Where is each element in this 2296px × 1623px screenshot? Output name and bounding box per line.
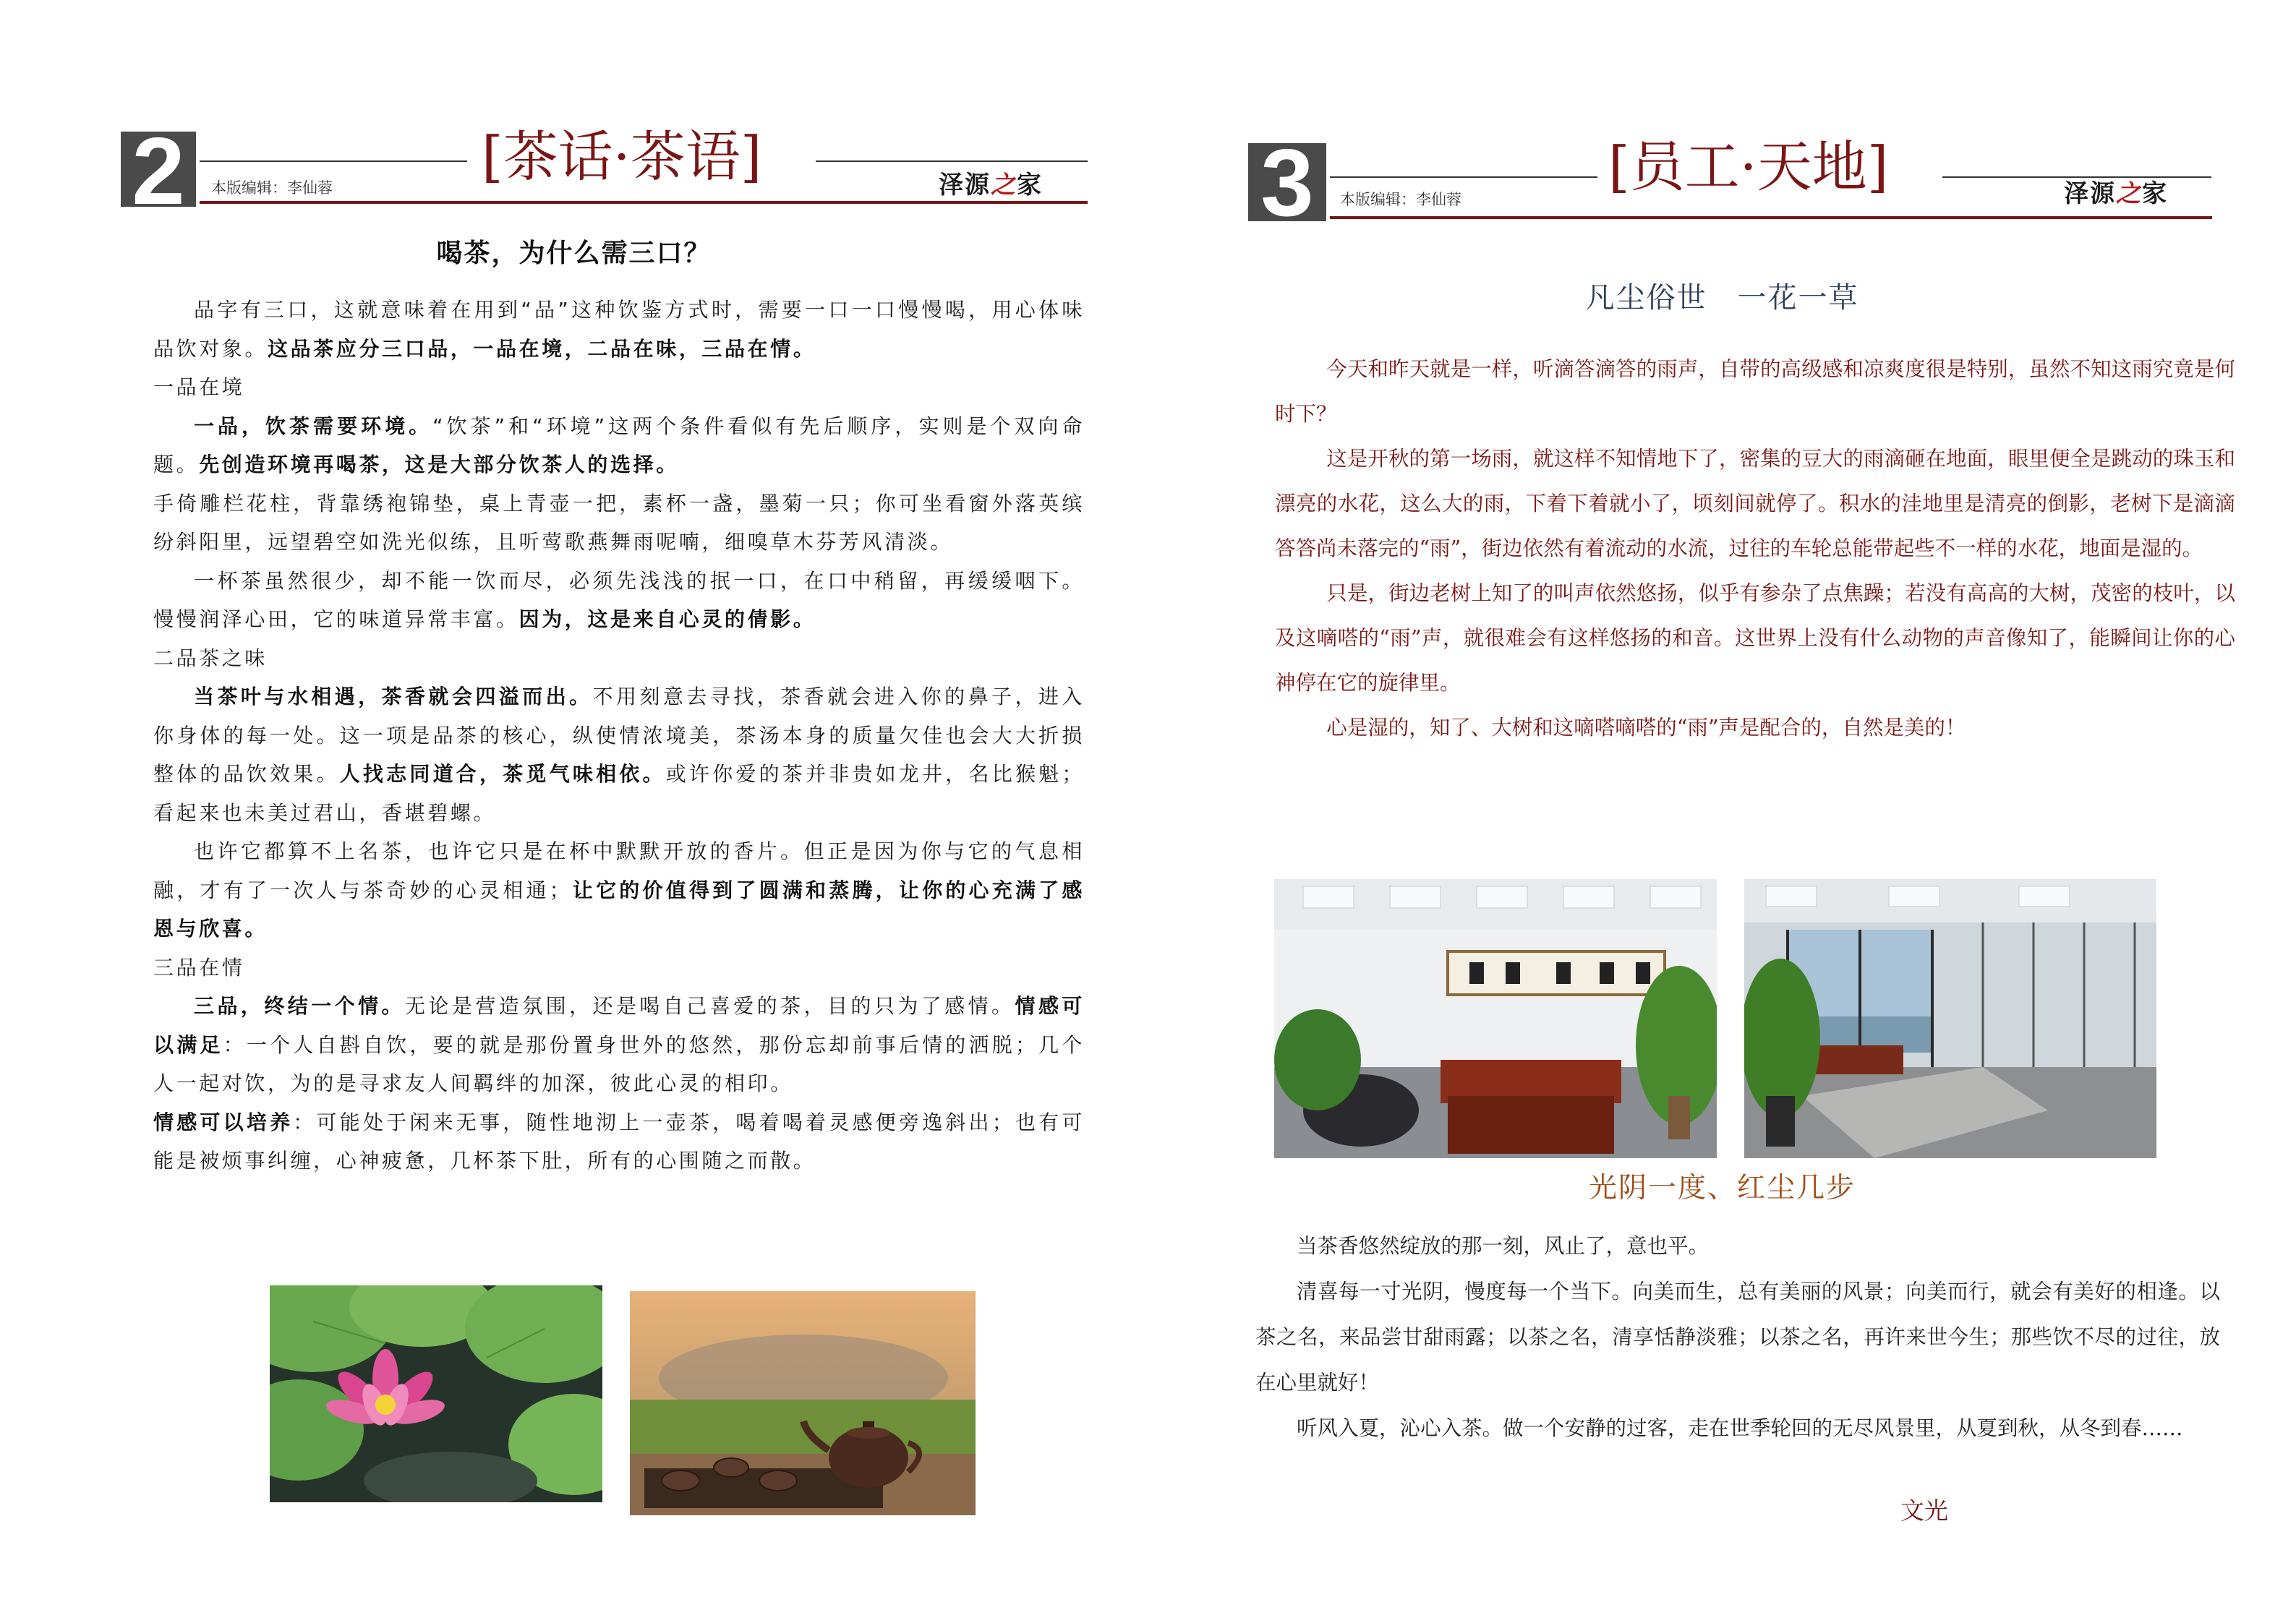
paragraph: 今天和昨天就是一样，听滴答滴答的雨声，自带的高级感和凉爽度很是特别，虽然不知这雨究竟是何时下？	[1275, 357, 2235, 426]
text: 不用刻意去寻找，茶香就会进入你的鼻子，进入你身体的每一处。这一项是品茶的核心，纵使情浓境美，茶汤本身的质量欠佳也会大大折损整体的品饮效果。	[153, 685, 1085, 786]
text-bold: 这品茶应分三口品，一品在境，二品在味，三品在情。	[268, 336, 816, 361]
header-rule-lower	[1330, 216, 2212, 219]
paragraph	[153, 832, 1085, 948]
header-rule-upper-left	[200, 160, 467, 162]
lotus-photo	[270, 1285, 602, 1502]
office-window-photo	[1744, 879, 2156, 1158]
section-title: [茶话·茶语]	[482, 124, 762, 189]
article1-body	[1275, 347, 2235, 750]
article1-title: 凡尘俗世 一花一草	[1585, 281, 1859, 314]
brand-text-post: 家	[2142, 179, 2168, 208]
text: 无论是营造氛围，还是喝自己喜爱的茶，目的只为了感情。	[404, 994, 1015, 1018]
text-bold: 让它的价值得到了圆满和蒸腾，让你的心充满了感恩与欣喜。	[153, 878, 1085, 941]
office-tea-room-photo	[1274, 879, 1717, 1158]
brand-text-pre: 泽源	[2064, 179, 2116, 208]
subheading: 一品在境	[153, 375, 245, 399]
paragraph: 清喜每一寸光阴，慢度每一个当下。向美而生，总有美丽的风景；向美而行，就会有美好的相逢。以茶之名，来品尝甘甜雨露；以茶之名，清享恬静淡雅；以茶之名，再许来世今生；那些饮不尽的过往，放在心里就好！	[1255, 1280, 2220, 1395]
paragraph	[153, 677, 1085, 832]
text-bold: 情感可以培养	[153, 1110, 294, 1134]
paragraph	[153, 987, 1085, 1103]
page-number: 3	[1260, 129, 1314, 236]
editor-credit: 本版编辑：李仙蓉	[1340, 191, 1461, 208]
header-rule-upper-left	[1330, 176, 1597, 178]
brand-text-zhi: 之	[2116, 179, 2142, 208]
teapot-photo	[630, 1291, 976, 1515]
subheading: 三品在情	[153, 955, 245, 980]
article2-title: 光阴一度、红尘几步	[1588, 1172, 1856, 1204]
paragraph	[153, 1103, 1085, 1181]
text: “饮茶”和“环境”这两个条件看似有先后顺序，实则是个双向命题。	[153, 414, 1085, 476]
text: ：一个人自斟自饮，要的就是那份置身世外的悠然，那份忘却前事后情的洒脱；几个人一起对饮，为的是寻求友人间羁绊的加深，彼此心灵的相印。	[153, 1032, 1085, 1095]
page-number-box	[1248, 129, 1326, 236]
text: 品字有三口，这就意味着在用到“品”这种饮鉴方式时，需要一口一口慢慢喝，用心体味品饮对象。	[153, 298, 1085, 361]
text: ：可能处于闲来无事，随性地沏上一壶茶，喝着喝着灵感便旁逸斜出；也有可能是被烦事纠缠，心神疲惫，几杯茶下肚，所有的心围随之而散。	[153, 1110, 1085, 1173]
page-right	[1148, 0, 2296, 1623]
paragraph	[153, 562, 1085, 639]
header-rule-lower	[200, 201, 1088, 204]
brand-text-pre: 泽源	[939, 171, 991, 200]
editor-credit: 本版编辑：李仙蓉	[211, 179, 333, 197]
author-signature: 文光	[1900, 1496, 1948, 1525]
text-bold: 因为，这是来自心灵的倩影。	[518, 607, 816, 631]
header-rule-upper-right	[816, 160, 1088, 162]
paragraph	[153, 291, 1085, 368]
text-bold: 当茶叶与水相遇，茶香就会四溢而出。	[194, 685, 593, 708]
brand-logo	[939, 165, 1043, 200]
text: 或许你爱的茶并非贵如龙井，名比猴魁；看起来也未美过君山，香堪碧螺。	[153, 762, 1085, 825]
article2-body	[1255, 1223, 2220, 1451]
text: 一杯茶虽然很少，却不能一饮而尽，必须先浅浅的抿一口，在口中稍留，再缓缓咽下。慢慢润泽心田，它的味道异常丰富。	[153, 568, 1085, 631]
brand-logo	[2064, 174, 2168, 209]
brand-text-post: 家	[1017, 171, 1043, 200]
page-number: 2	[132, 118, 185, 224]
text-bold: 情感可以满足	[153, 994, 1085, 1057]
brand-text-zhi: 之	[991, 171, 1017, 200]
page-number-box	[121, 118, 196, 224]
subheading: 二品茶之味	[153, 646, 268, 670]
paragraph: 这是开秋的第一场雨，就这样不知情地下了，密集的豆大的雨滴砸在地面，眼里便全是跳动的珠玉和漂亮的水花，这么大的雨，下着下着就小了，顷刻间就停了。积水的洼地里是清亮的倒影，老树下是滴滴答答尚未落完的“雨”，街边依然有着流动的水流，过往的车轮总能带起些不一样的水花，地面是湿的。	[1275, 447, 2235, 560]
text: 也许它都算不上名茶，也许它只是在杯中默默开放的香片。但正是因为你与它的气息相融，才有了一次人与茶奇妙的心灵相通；	[153, 839, 1085, 902]
text-bold: 三品，终结一个情。	[194, 994, 405, 1018]
paragraph: 听风入夏，沁心入茶。做一个安静的过客，走在世季轮回的无尽风景里，从夏到秋，从冬到春……	[1297, 1416, 2183, 1440]
paragraph	[153, 407, 1085, 484]
text-bold: 先创造环境再喝茶，这是大部分饮茶人的选择。	[199, 453, 679, 476]
paragraph: 当茶香悠然绽放的那一刻，风止了，意也平。	[1297, 1234, 1710, 1258]
text-bold: 一品，饮茶需要环境。	[194, 414, 433, 438]
paragraph: 只是，街边老树上知了的叫声依然悠扬，似乎有参杂了点焦躁；若没有高高的大树，茂密的枝叶，以及这嘀嗒的“雨”声，就很难会有这样悠扬的和音。这世界上没有什么动物的声音像知了，能瞬间让你的心神停在它的旋律里。	[1275, 581, 2235, 695]
article-title: 喝茶，为什么需三口？	[436, 239, 712, 268]
paragraph: 手倚雕栏花柱，背靠绣袍锦垫，桌上青壶一把，素杯一盏，墨菊一只；你可坐看窗外落英缤纷斜阳里，远望碧空如洗光似练，且听莺歌燕舞雨呢喃，细嗅草木芬芳风清淡。	[153, 491, 1085, 554]
paragraph: 心是湿的，知了、大树和这嘀嗒嘀嗒的“雨”声是配合的，自然是美的！	[1326, 716, 1966, 740]
section-title: [员工·天地]	[1608, 134, 1889, 199]
article-body	[153, 291, 1085, 1181]
text-bold: 人找志同道合，茶觅气味相依。	[339, 762, 666, 786]
